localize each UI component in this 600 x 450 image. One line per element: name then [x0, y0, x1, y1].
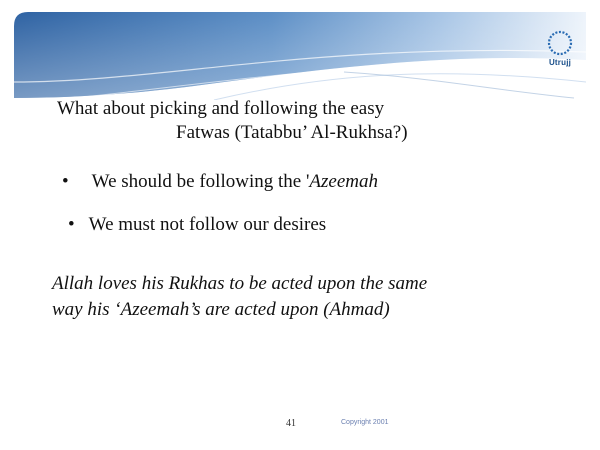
title-line-2: Fatwas (Tatabbu’ Al-Rukhsa?) — [176, 122, 408, 143]
logo-emblem-icon — [538, 28, 582, 58]
bullet-item-1 — [62, 170, 378, 194]
bullet-text: We must not follow our desires — [88, 214, 327, 235]
bullet-item-2 — [68, 213, 326, 237]
copyright-text: Copyright 2001 — [341, 419, 389, 426]
quote-line-2: way his ‘Azeemah’s are acted upon (Ahmad) — [52, 299, 390, 320]
page-number: 41 — [286, 418, 296, 429]
bullet-text: We should be following the ' — [91, 171, 310, 192]
title-line-1: What about picking and following the easy — [57, 98, 385, 119]
bullet-marker: • — [68, 214, 75, 235]
bullet-marker: • — [62, 171, 69, 192]
quote-line-1: Allah loves his Rukhas to be acted upon the same — [52, 273, 428, 294]
header-banner — [14, 12, 586, 100]
logo-text: Utrujj — [548, 58, 572, 67]
bullet-text-italic: Azeemah — [309, 171, 378, 192]
utrujj-logo — [538, 28, 582, 80]
